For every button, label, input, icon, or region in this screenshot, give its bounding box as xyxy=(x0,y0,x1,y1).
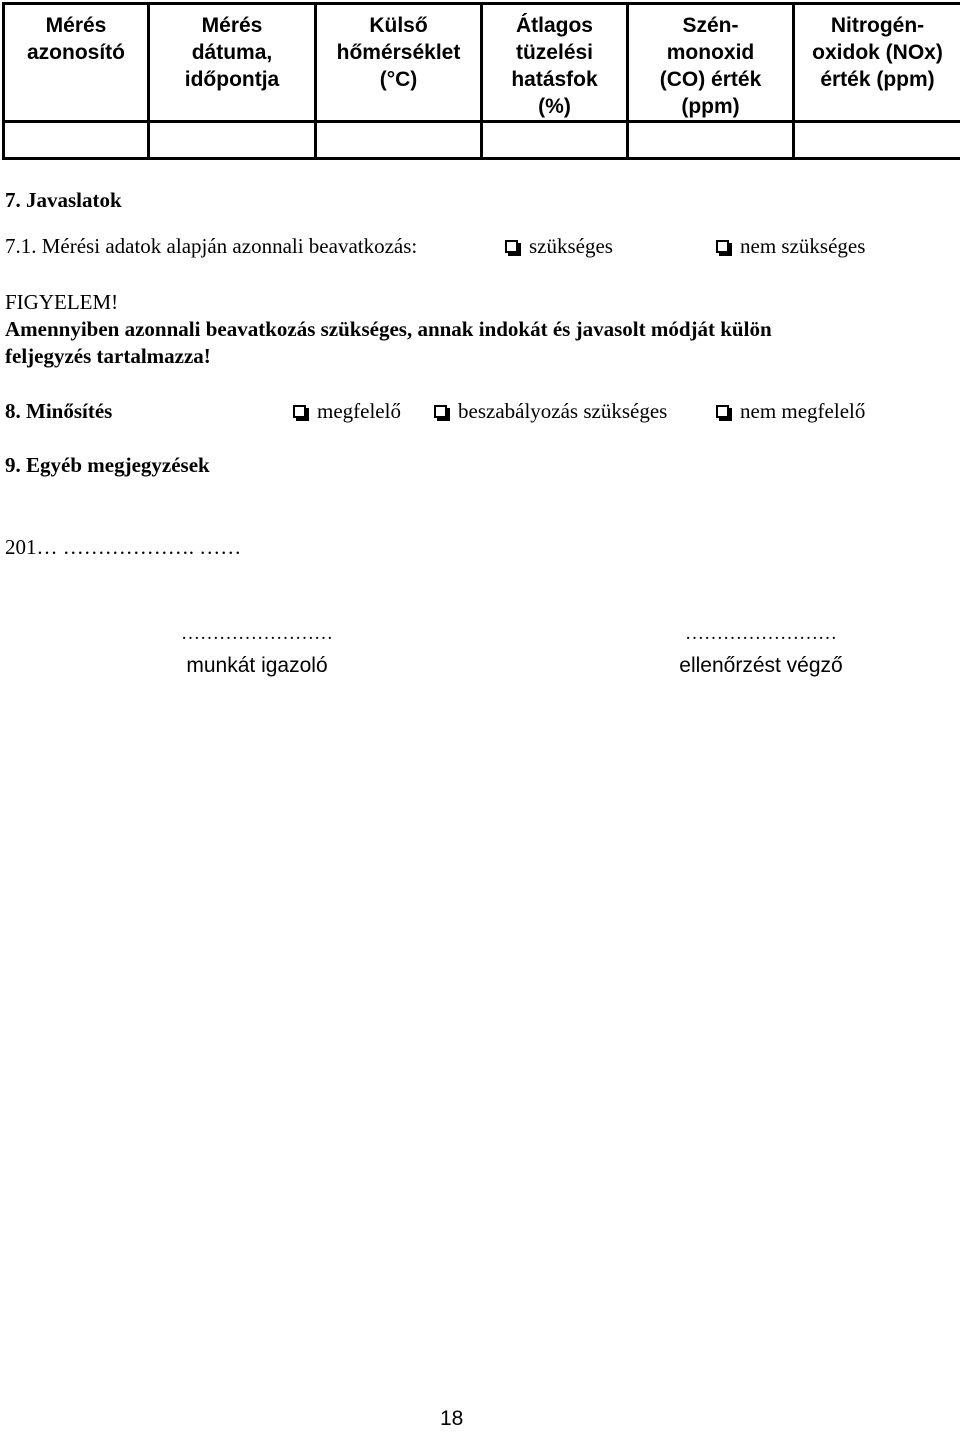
section-7-title: 7. Javaslatok xyxy=(5,188,122,212)
section-8-title: 8. Minősítés xyxy=(5,399,113,423)
checkbox-icon[interactable] xyxy=(716,405,729,418)
option-not-adequate[interactable] xyxy=(716,399,865,424)
table-cell-outside-temperature[interactable] xyxy=(316,122,482,159)
option-required[interactable] xyxy=(505,234,613,259)
option-not-adequate-label: nem megfelelő xyxy=(740,399,866,423)
notice-heading: FIGYELEM! xyxy=(5,290,119,314)
signature-label: munkát igazoló xyxy=(186,654,328,677)
table-row xyxy=(4,122,960,159)
signature-label: ellenőrzést végző xyxy=(679,654,843,677)
checkbox-icon[interactable] xyxy=(434,405,447,418)
checkbox-icon[interactable] xyxy=(505,240,518,253)
checkbox-icon[interactable] xyxy=(293,405,306,418)
header-measurement-date: Mérés dátuma, időpontja xyxy=(149,4,316,122)
header-co-value: Szén- monoxid (CO) érték (ppm) xyxy=(628,4,794,122)
section-7-1-label: 7.1. Mérési adatok alapján azonnali beavatkozás: xyxy=(5,234,418,258)
checkbox-icon[interactable] xyxy=(716,240,729,253)
table-header-row xyxy=(4,4,960,122)
option-required-label: szükséges xyxy=(529,234,613,258)
notice-line-2: feljegyzés tartalmazza! xyxy=(5,344,211,368)
header-nox-value: Nitrogén- oxidok (NOx) érték (ppm) xyxy=(794,4,960,122)
notice-line-1: Amennyiben azonnali beavatkozás szükséges, annak indokát és javasolt módját külön xyxy=(5,317,772,341)
table-cell-co-value[interactable] xyxy=(628,122,794,159)
table-cell-measurement-id[interactable] xyxy=(4,122,149,159)
header-combustion-efficiency: Átlagos tüzelési hatásfok (%) xyxy=(482,4,628,122)
option-adjustment-needed-label: beszabályozás szükséges xyxy=(458,399,668,423)
header-outside-temperature: Külső hőmérséklet (°C) xyxy=(316,4,482,122)
option-adequate[interactable] xyxy=(293,399,401,424)
table-cell-combustion-efficiency[interactable] xyxy=(482,122,628,159)
signature-line: …………………… xyxy=(181,623,333,644)
date-line[interactable]: 201… ………………. …… xyxy=(5,535,242,559)
section-9-title: 9. Egyéb megjegyzések xyxy=(5,453,210,477)
page-number: 18 xyxy=(440,1407,464,1430)
option-adjustment-needed[interactable] xyxy=(434,399,667,424)
signature-inspector xyxy=(644,618,878,682)
table-cell-measurement-date[interactable] xyxy=(149,122,316,159)
signature-line: …………………… xyxy=(685,623,837,644)
measurement-table xyxy=(2,2,960,160)
option-not-required[interactable] xyxy=(716,234,865,259)
header-measurement-id: Mérés azonosító xyxy=(4,4,149,122)
signature-work-certifier xyxy=(140,618,374,682)
option-not-required-label: nem szükséges xyxy=(740,234,866,258)
option-adequate-label: megfelelő xyxy=(317,399,401,423)
table-cell-nox-value[interactable] xyxy=(794,122,960,159)
